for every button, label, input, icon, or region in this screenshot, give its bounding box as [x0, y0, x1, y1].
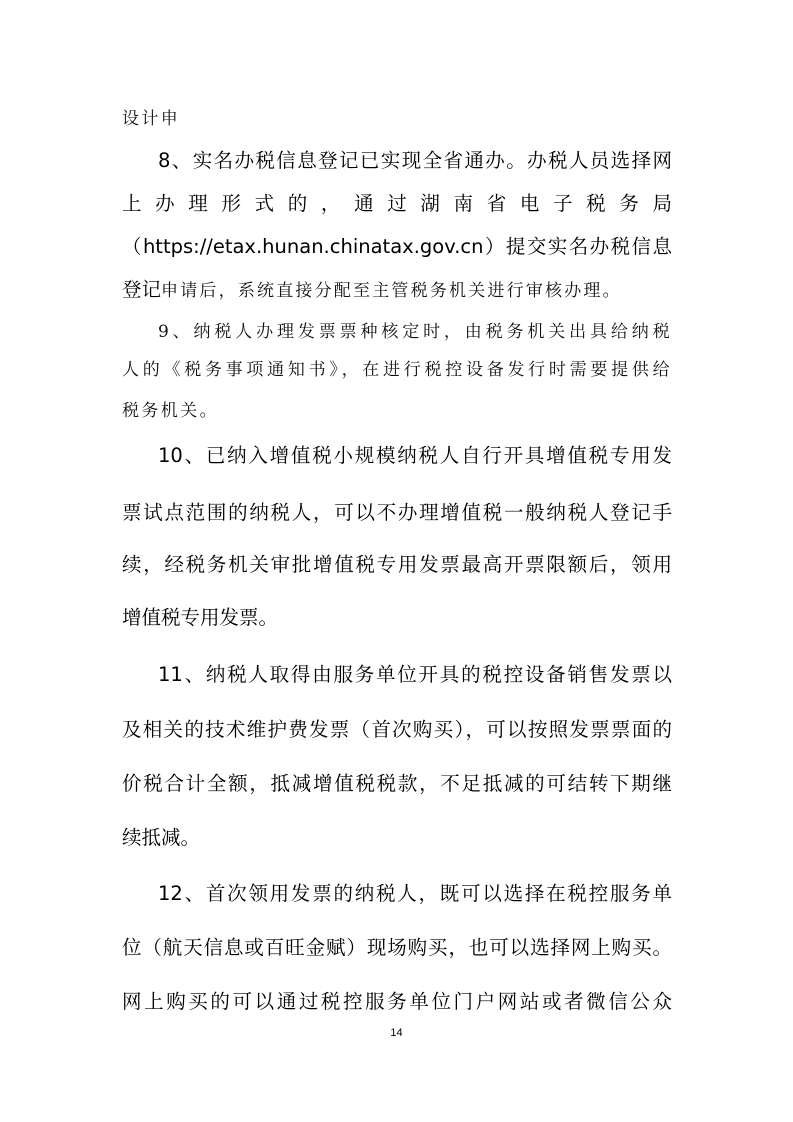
page-number: 14: [390, 1027, 403, 1039]
text-line-9: 10、已纳入增值税小规模纳税人自行开具增值税专用发: [158, 444, 672, 467]
text-line-8: 税务机关。: [122, 401, 219, 421]
text-line-18: 位（航天信息或百旺金赋）现场购买，也可以选择网上购买。: [122, 936, 672, 959]
text-line-2: 8、实名办税信息登记已实现全省通办。办税人员选择网: [158, 149, 672, 172]
text-line-6: 9、纳税人办理发票票种核定时，由税务机关出具给纳税: [158, 322, 672, 342]
text-line-4: （https://etax.hunan.chinatax.gov.cn）提交实名办税信息: [122, 235, 672, 258]
text-line-11: 续，经税务机关审批增值税专用发票最高开票限额后，领用: [122, 553, 672, 576]
text-line-12: 增值税专用发票。: [122, 606, 279, 629]
text-line-5-part-2: 申请后，系统直接分配至主管税务机关进行审核办理。: [161, 281, 622, 301]
text-line-3: 上办理形式的，通过湖南省电子税务局: [122, 192, 672, 215]
text-line-15: 价税合计全额，抵减增值税税款，不足抵减的可结转下期继: [122, 772, 672, 795]
text-line-10: 票试点范围的纳税人，可以不办理增值税一般纳税人登记手: [122, 501, 672, 524]
text-line-13: 11、纳税人取得由服务单位开具的税控设备销售发票以: [158, 663, 672, 686]
text-line-5: [122, 274, 672, 306]
text-line-5-part-1: 登记: [122, 278, 162, 301]
text-line-14: 及相关的技术维护费发票（首次购买），可以按照发票票面的: [122, 718, 672, 741]
text-line-19: 网上购买的可以通过税控服务单位门户网站或者微信公众: [122, 990, 672, 1013]
text-line-1: 设计申: [122, 109, 181, 129]
text-line-17: 12、首次领用发票的纳税人，既可以选择在税控服务单: [158, 882, 672, 905]
text-line-16: 续抵减。: [122, 826, 201, 849]
text-line-7: 人的《税务事项通知书》，在进行税控设备发行时需要提供给: [122, 360, 672, 380]
